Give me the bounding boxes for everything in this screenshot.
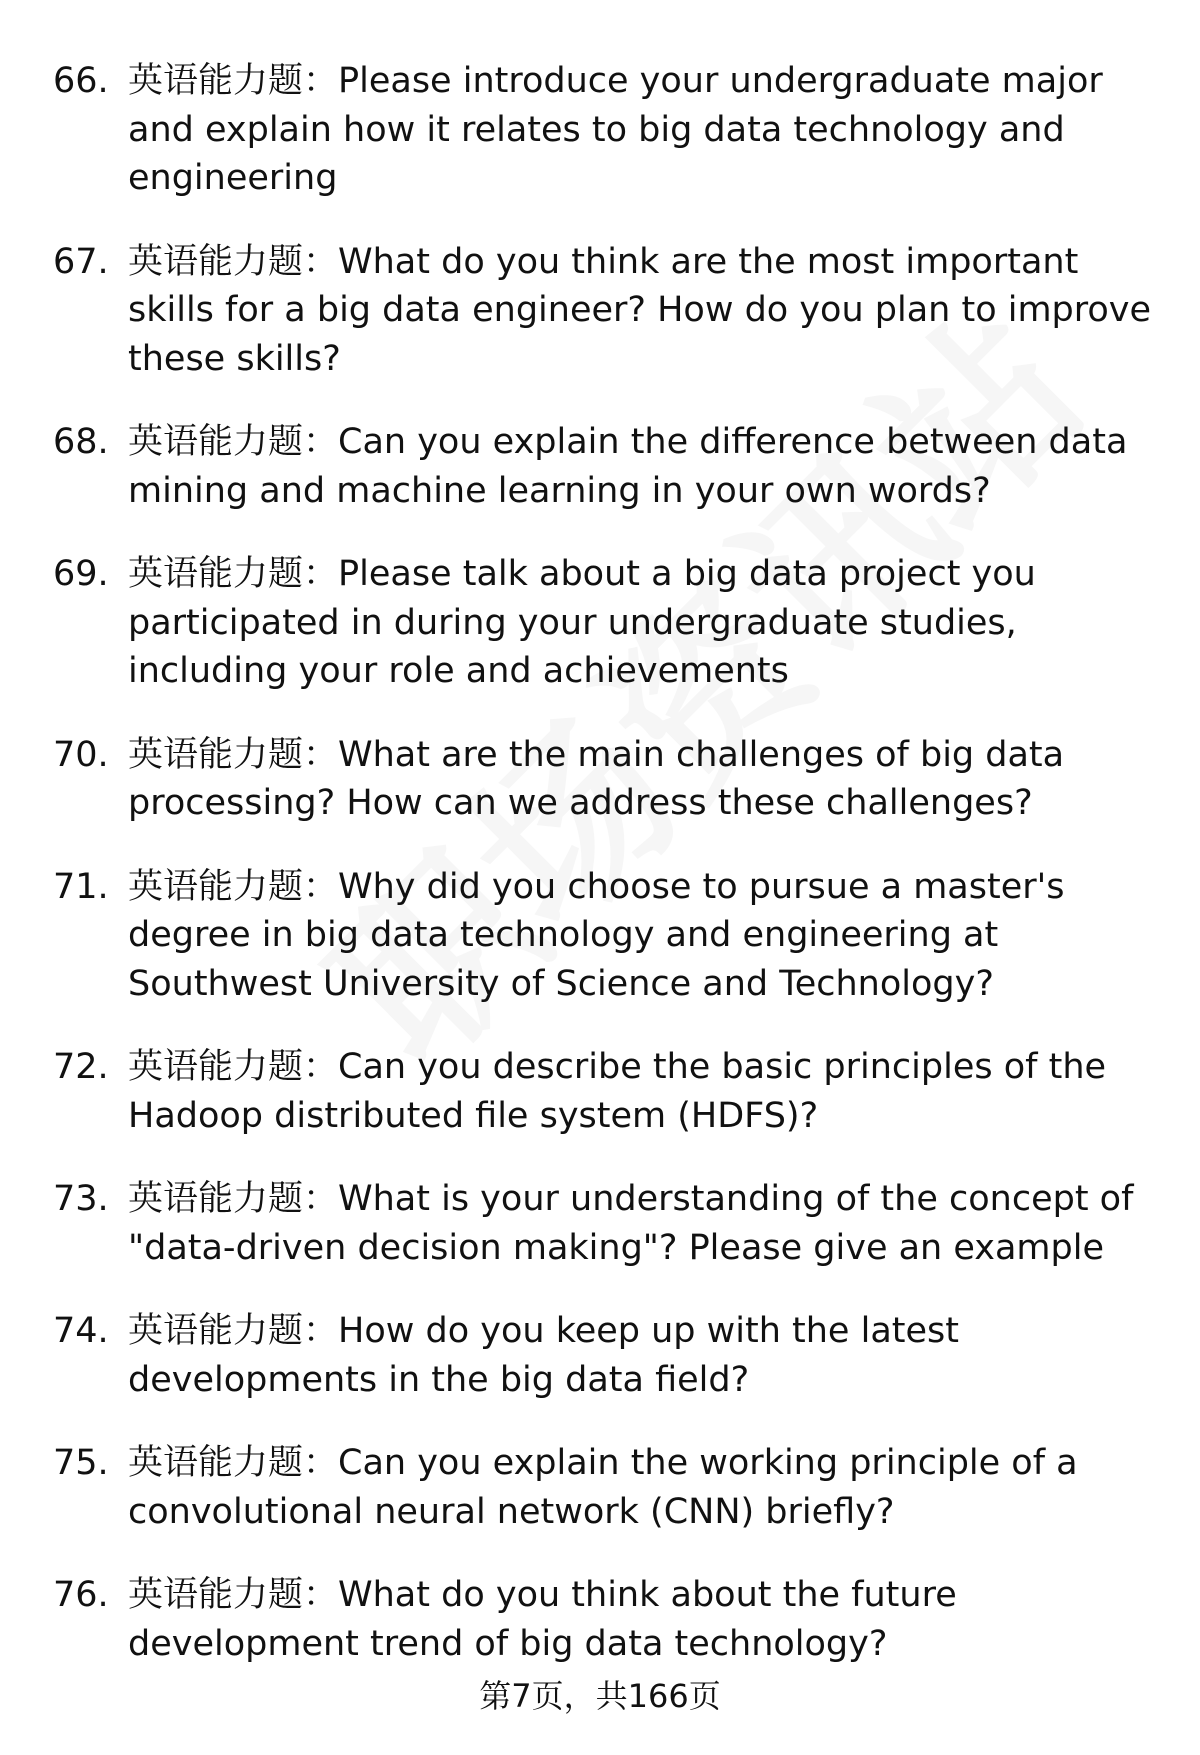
question-category: 英语能力题： xyxy=(128,422,339,462)
question-item xyxy=(0,1043,1200,1140)
question-category: 英语能力题： xyxy=(128,1575,339,1615)
question-text: Can you explain the working principle of a convolutional neural network (CNN) briefly? xyxy=(128,1443,1078,1532)
question-category: 英语能力题： xyxy=(128,61,339,101)
question-category: 英语能力题： xyxy=(128,866,339,907)
question-item xyxy=(0,1175,1200,1272)
question-text: Can you explain the difference between data mining and machine learning in your own words? xyxy=(128,422,1128,511)
question-item xyxy=(0,863,1200,1009)
question-item xyxy=(0,1439,1200,1536)
question-category: 英语能力题： xyxy=(128,554,339,594)
question-category: 英语能力题： xyxy=(128,1179,339,1219)
question-text: Can you describe the basic principles of the Hadoop distributed file system (HDFS)? xyxy=(128,1047,1107,1136)
question-item xyxy=(0,731,1200,828)
question-number: 72. xyxy=(53,1047,109,1087)
question-item xyxy=(0,418,1200,515)
question-category: 英语能力题： xyxy=(128,734,339,775)
question-number: 76. xyxy=(53,1575,109,1615)
question-number: 75. xyxy=(53,1443,109,1483)
question-item xyxy=(0,57,1200,203)
question-text: What do you think about the future development trend of big data technology? xyxy=(128,1575,957,1664)
question-category: 英语能力题： xyxy=(128,1047,339,1087)
question-category: 英语能力题： xyxy=(128,241,339,282)
question-number: 69. xyxy=(53,554,109,594)
question-item xyxy=(0,550,1200,696)
question-text: How do you keep up with the latest developments in the big data field? xyxy=(128,1311,959,1400)
question-item xyxy=(0,238,1200,384)
question-item xyxy=(0,1307,1200,1404)
question-text: What do you think are the most important skills for a big data engineer? How do you plan to improve these skills? xyxy=(128,241,1152,379)
question-text: Please talk about a big data project you participated in during your undergraduate studies, including your role and achievements xyxy=(128,554,1036,691)
question-item xyxy=(0,1571,1200,1668)
question-text: Please introduce your undergraduate major and explain how it relates to big data technology and engineering xyxy=(128,61,1103,198)
page-number: 第7页，共166页 xyxy=(479,1677,721,1715)
question-number: 67. xyxy=(53,241,109,282)
question-number: 73. xyxy=(53,1179,109,1219)
question-number: 66. xyxy=(53,61,109,101)
question-number: 68. xyxy=(53,422,109,462)
question-category: 英语能力题： xyxy=(128,1443,339,1483)
question-text: What are the main challenges of big data processing? How can we address these challenges? xyxy=(128,734,1065,823)
question-text: What is your understanding of the concept of "data-driven decision making"? Please give an example xyxy=(128,1179,1134,1268)
question-number: 70. xyxy=(53,734,109,775)
question-category: 英语能力题： xyxy=(128,1311,339,1351)
question-number: 74. xyxy=(53,1311,109,1351)
question-number: 71. xyxy=(53,866,109,907)
question-list xyxy=(0,57,1200,1703)
question-text: Why did you choose to pursue a master's degree in big data technology and engineering at Southwest University of Science and Technology? xyxy=(128,866,1065,1004)
